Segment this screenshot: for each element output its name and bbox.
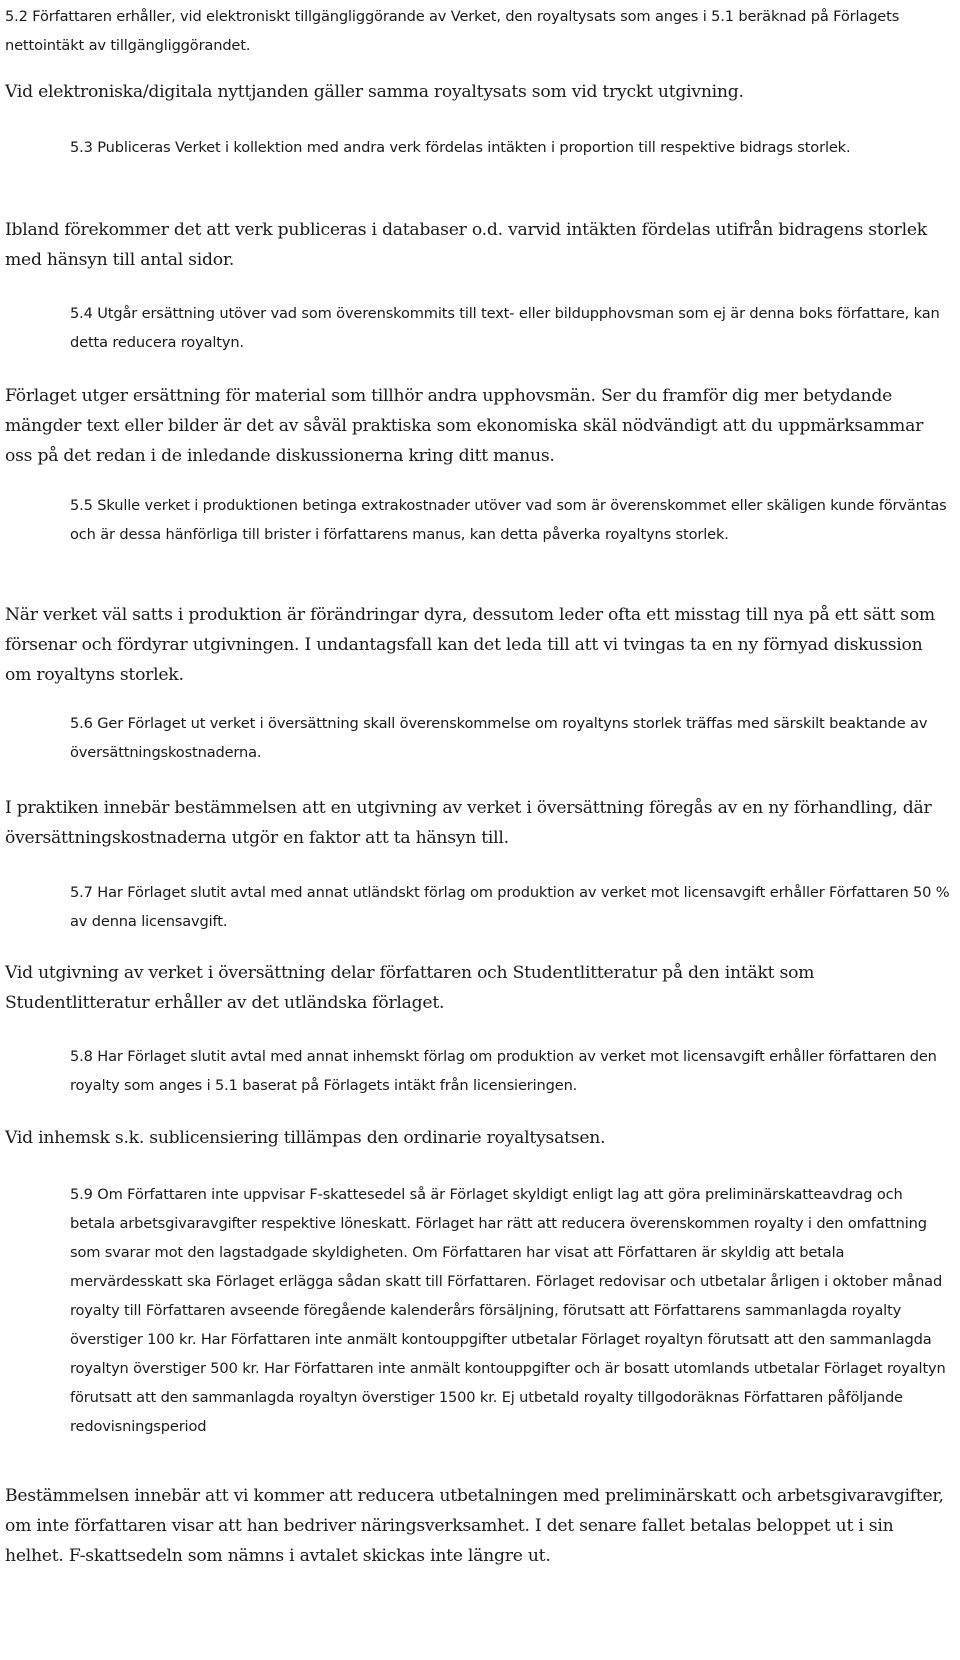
clause-number: 5.5 (70, 497, 93, 514)
clause-text: Om Författaren inte uppvisar F-skattesedel så är Förlaget skyldigt enligt lag att göra preliminärskatteavdrag och betala arbetsgivaravgifter respektive löneskatt. Förlaget har rätt att reducera överenskommen royalty i den omfattning som svarar mot den lagstadgade skyldigheten. Om Författaren har visat att Författaren är skyldig att betala mervärdesskatt ska Förlaget erlägga sådan skatt till Författaren. Förlaget redovisar och utbetalar årligen i oktober månad royalty till Författaren avseende föregående kalenderårs försäljning, förutsatt att Författarens sammanlagda royalty överstiger 100 kr. Har Författaren inte anmält kontouppgifter utbetalar Förlaget royaltyn förutsatt att den sammanlagda royaltyn överstiger 500 kr. Har Författaren inte anmält kontouppgifter och är bosatt utomlands utbetalar Förlaget royaltyn förutsatt att den sammanlagda royaltyn överstiger 1500 kr. Ej utbetald royalty tillgodoräknas Författaren påföljande redovisningsperiod (70, 1186, 946, 1435)
comment-5-2: Vid elektroniska/digitala nyttjanden gäller samma royaltysats som vid tryckt utgivning. (5, 82, 744, 102)
clause-number: 5.2 (5, 8, 28, 25)
clause-5-5 (70, 491, 950, 549)
clause-number: 5.7 (70, 884, 93, 901)
clause-number: 5.8 (70, 1048, 93, 1065)
clause-5-2 (5, 2, 950, 60)
clause-5-7 (70, 878, 950, 936)
clause-5-4 (70, 299, 950, 357)
comment-5-6: I praktiken innebär bestämmelsen att en utgivning av verket i översättning föregås av en ny förhandling, där översättningskostnaderna utgör en faktor att ta hänsyn till. (5, 798, 932, 848)
comment-5-7: Vid utgivning av verket i översättning delar författaren och Studentlitteratur på den intäkt som Studentlitteratur erhåller av det utländska förlaget. (5, 963, 815, 1013)
clause-text: Skulle verket i produktionen betinga extrakostnader utöver vad som är överenskommet eller skäligen kunde förväntas och är dessa hänförliga till brister i författarens manus, kan detta påverka royaltyns storlek. (70, 497, 947, 543)
clause-number: 5.4 (70, 305, 93, 322)
comment-5-4: Förlaget utger ersättning för material som tillhör andra upphovsmän. Ser du framför dig mer betydande mängder text eller bilder är det av såväl praktiska som ekonomiska skäl nödvändigt att du uppmärksammar oss på det redan i de inledande diskussionerna kring ditt manus. (5, 386, 924, 466)
clause-number: 5.9 (70, 1186, 93, 1203)
clause-5-9 (70, 1180, 950, 1441)
clause-number: 5.6 (70, 715, 93, 732)
clause-text: Publiceras Verket i kollektion med andra verk fördelas intäkten i proportion till respektive bidrags storlek. (97, 139, 851, 156)
clause-text: Har Förlaget slutit avtal med annat utländskt förlag om produktion av verket mot licensavgift erhåller Författaren 50 % av denna licensavgift. (70, 884, 950, 930)
clause-text: Har Förlaget slutit avtal med annat inhemskt förlag om produktion av verket mot licensavgift erhåller författaren den royalty som anges i 5.1 baserat på Förlagets intäkt från licensieringen. (70, 1048, 937, 1094)
comment-5-5: När verket väl satts i produktion är förändringar dyra, dessutom leder ofta ett misstag till nya på ett sätt som försenar och fördyrar utgivningen. I undantagsfall kan det leda till att vi tvingas ta en ny förnyad diskussion om royaltyns storlek. (5, 605, 935, 685)
clause-5-3 (70, 133, 950, 162)
comment-5-8: Vid inhemsk s.k. sublicensiering tillämpas den ordinarie royaltysatsen. (5, 1128, 606, 1148)
comment-5-3: Ibland förekommer det att verk publiceras i databaser o.d. varvid intäkten fördelas utifrån bidragens storlek med hänsyn till antal sidor. (5, 220, 927, 270)
clause-text: Författaren erhåller, vid elektroniskt tillgängliggörande av Verket, den royaltysats som anges i 5.1 beräknad på Förlagets nettointäkt av tillgängliggörandet. (5, 8, 900, 54)
clause-text: Utgår ersättning utöver vad som överenskommits till text- eller bildupphovsman som ej är denna boks författare, kan detta reducera royaltyn. (70, 305, 940, 351)
comment-5-9: Bestämmelsen innebär att vi kommer att reducera utbetalningen med preliminärskatt och arbetsgivaravgifter, om inte författaren visar att han bedriver näringsverksamhet. I det senare fallet betalas beloppet ut i sin helhet. F-skattsedeln som nämns i avtalet skickas inte längre ut. (5, 1486, 944, 1566)
clause-text: Ger Förlaget ut verket i översättning skall överenskommelse om royaltyns storlek träffas med särskilt beaktande av översättningskostnaderna. (70, 715, 928, 761)
clause-5-6 (70, 709, 950, 767)
clause-number: 5.3 (70, 139, 93, 156)
clause-5-8 (70, 1042, 950, 1100)
